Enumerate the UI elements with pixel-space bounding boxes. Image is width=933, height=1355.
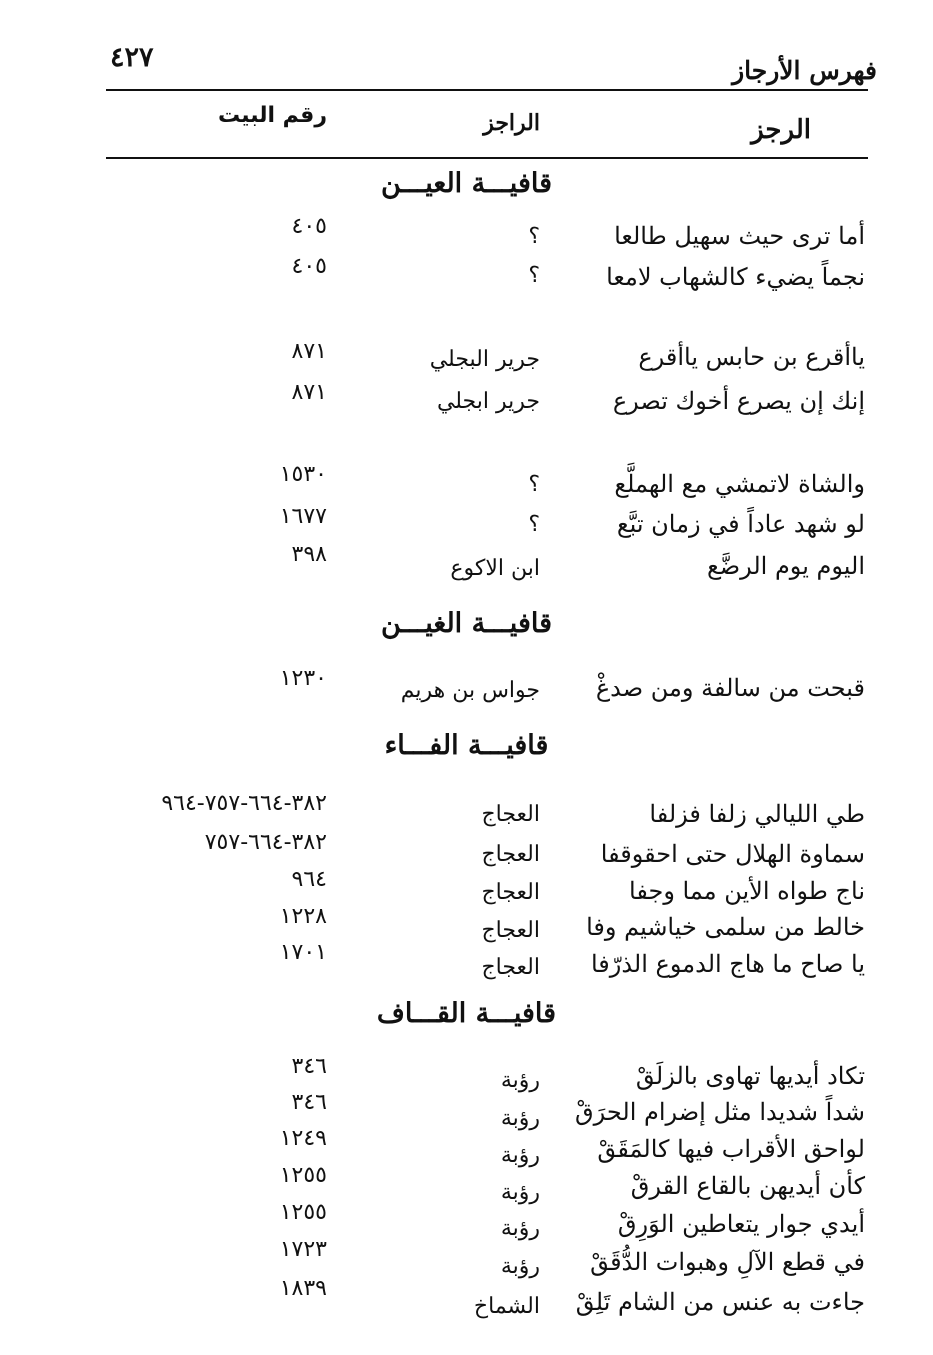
entry-verse: سماوة الهلال حتى احقوقفا xyxy=(600,840,865,868)
running-title: فهرس الأرجاز xyxy=(732,56,877,85)
entry-number: ١٢٢٨ xyxy=(279,904,327,929)
entry-poet: ؟ xyxy=(528,224,540,249)
entry-poet: ؟ xyxy=(528,263,540,288)
column-header-poem: الرجز xyxy=(751,115,811,145)
entry-number: ٣٤٦ xyxy=(291,1090,327,1115)
header-rule-bottom xyxy=(106,157,868,159)
entry-number: ١٢٥٥ xyxy=(279,1163,327,1188)
entry-poet: العجاج xyxy=(481,842,540,867)
column-header-verse-number: رقم البيت xyxy=(217,103,327,128)
entry-number: ٣٨٢-٦٦٤-٧٥٧ xyxy=(204,830,327,855)
entry-verse: ناج طواه الأين مما وجفا xyxy=(629,877,865,905)
entry-verse: نجماً يضيء كالشهاب لامعا xyxy=(606,263,865,291)
entry-poet: العجاج xyxy=(481,918,540,943)
entry-verse: كأن أيديهن بالقاع القرقْ xyxy=(630,1172,865,1200)
entry-verse: في قطع الآلِ وهبوات الدُّقَقْ xyxy=(590,1248,865,1276)
entry-number: ١٦٧٧ xyxy=(279,504,327,529)
entry-verse: قبحت من سالفة ومن صدغْ xyxy=(595,674,865,702)
entry-number: ١٧٢٣ xyxy=(279,1237,327,1262)
entry-number: ١٥٣٠ xyxy=(279,462,327,487)
entry-verse: أيدي جوار يتعاطين الوَرِقْ xyxy=(617,1210,865,1238)
entry-verse: ياأقرع بن حابس ياأقرع xyxy=(638,343,865,371)
entry-verse: شداً شديدا مثل إضرام الحرَقْ xyxy=(575,1098,865,1126)
entry-poet: جرير البجلي xyxy=(429,347,540,372)
entry-number: ٨٧١ xyxy=(291,380,327,405)
entry-number: ٨٧١ xyxy=(291,339,327,364)
header-rule-top xyxy=(106,89,868,91)
entry-verse: لو شهد عاداً في زمان تبَّع xyxy=(616,510,865,538)
entry-verse: إنك إن يصرع أخوك تصرع xyxy=(612,387,865,415)
entry-poet: ؟ xyxy=(528,512,540,537)
entry-poet: جرير ابجلي xyxy=(436,389,540,414)
entry-verse: والشاة لاتمشي مع الهملَّع xyxy=(614,470,865,498)
entry-poet: العجاج xyxy=(481,880,540,905)
entry-poet: رؤبة xyxy=(500,1068,540,1093)
entry-verse: أما ترى حيث سهيل طالعا xyxy=(614,222,865,250)
entry-poet: رؤبة xyxy=(500,1180,540,1205)
entry-verse: طي الليالي زلفا فزلفا xyxy=(649,800,865,828)
entry-number: ١٢٤٩ xyxy=(279,1126,327,1151)
entry-number: ١٢٣٠ xyxy=(279,666,327,691)
column-header-poet: الراجز xyxy=(483,110,540,136)
entry-number: ٣٩٨ xyxy=(291,542,327,567)
entry-number: ٩٦٤ xyxy=(291,867,327,892)
section-title-fa: قافيـــة الفـــاء xyxy=(384,730,549,761)
entry-verse: جاءت به عنس من الشام تَلِقْ xyxy=(575,1288,865,1316)
page-number: ٤٢٧ xyxy=(110,42,154,73)
entry-poet: ابن الاكوع xyxy=(450,556,540,581)
entry-verse: اليوم يوم الرضَّع xyxy=(706,552,865,580)
entry-verse: يا صاح ما هاج الدموع الذرّفا xyxy=(590,950,865,978)
entry-poet: رؤبة xyxy=(500,1106,540,1131)
entry-number: ١٧٠١ xyxy=(279,940,327,965)
entry-poet: رؤبة xyxy=(500,1254,540,1279)
entry-poet: رؤبة xyxy=(500,1143,540,1168)
entry-poet: العجاج xyxy=(481,802,540,827)
section-title-ayn: قافيـــة العيـــن xyxy=(381,168,552,199)
entry-verse: تكاد أيديها تهاوى بالزلَقْ xyxy=(635,1062,865,1090)
entry-verse: خالط من سلمى خياشيم وفا xyxy=(586,913,865,941)
entry-poet: ؟ xyxy=(528,472,540,497)
entry-number: ٣٨٢-٦٦٤-٧٥٧-٩٦٤ xyxy=(161,791,327,816)
entry-number: ٤٠٥ xyxy=(291,214,327,239)
entry-poet: الشماخ xyxy=(473,1294,540,1319)
section-title-qaf: قافيـــة القـــاف xyxy=(376,998,557,1029)
section-title-ghayn: قافيـــة الغيـــن xyxy=(381,608,552,639)
entry-number: ٣٤٦ xyxy=(291,1054,327,1079)
entry-poet: جواس بن هريم xyxy=(400,678,540,703)
entry-poet: رؤبة xyxy=(500,1216,540,1241)
entry-poet: العجاج xyxy=(481,955,540,980)
entry-number: ١٢٥٥ xyxy=(279,1200,327,1225)
entry-verse: لواحق الأقراب فيها كالمَقَقْ xyxy=(597,1135,865,1163)
entry-number: ٤٠٥ xyxy=(291,254,327,279)
entry-number: ١٨٣٩ xyxy=(279,1276,327,1301)
